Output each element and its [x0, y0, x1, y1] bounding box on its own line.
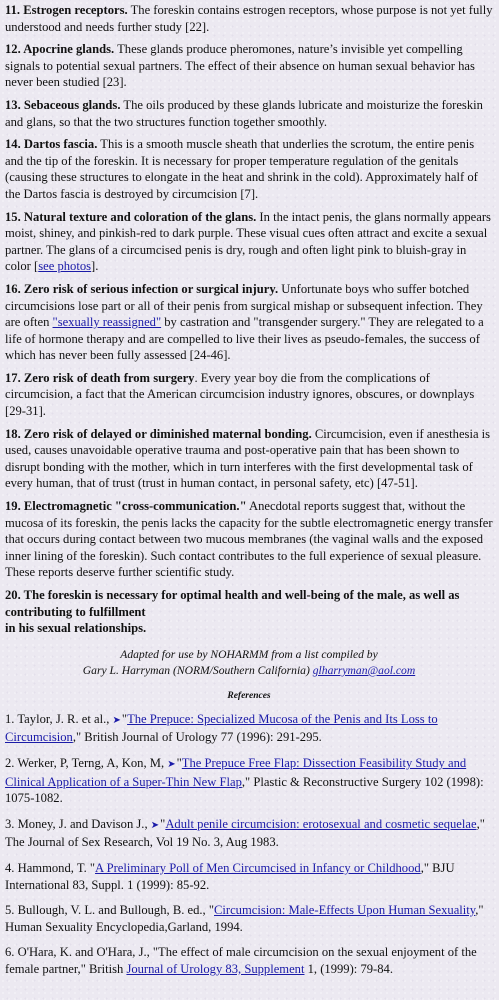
reference-text: 1. Taylor, J. R. et al., [5, 711, 113, 726]
reference-text: ," British Journal of Urology 77 (1996): 291-295. [72, 730, 322, 745]
reference-text: 4. Hammond, T. [5, 860, 90, 875]
reference-link[interactable]: Circumcision: Male-Effects Upon Human Sexuality [214, 903, 476, 918]
item-body: This is a smooth muscle sheath that underlies the scrotum, the entire penis and the tip of the foreskin. It is necessary for proper temperature regulation of the genitals (causing these structures to elongate in the heat and shrink in the cold). Approximately half of the Dartos fascia is destroyed by circumcision [7]. [5, 137, 478, 201]
sexually-reassigned-link[interactable]: "sexually reassigned" [52, 315, 162, 330]
credit-line [5, 663, 493, 679]
item-title: 12. Apocrine glands. [5, 42, 115, 57]
item-body: Anecdotal reports suggest that, without the mucosa of its foreskin, the penis lacks the capacity for the subtle electromagnetic energy transfer that occurs during contact between two mucous membranes (the vaginal walls and the exposed inner lining of the foreskin). Such contact contributes to the full experience of sexual pleasure. These reports deserve further scientific study. [5, 499, 493, 580]
item-body-end: ]. [91, 259, 99, 274]
closing-line: 20. The foreskin is necessary for optimal health and well-being of the male, as well as contributing to fulfillment [5, 588, 460, 619]
item-title: 13. Sebaceous glands. [5, 97, 121, 112]
item-title: 15. Natural texture and coloration of the glans. [5, 209, 257, 224]
reference-item [5, 755, 493, 807]
reference-text: 6. O'Hara, K. and O'Hara, J., "The effect of male circumcision on the sexual enjoyment of the female partner," British [5, 945, 477, 976]
see-photos-link[interactable]: see photos [38, 259, 92, 274]
list-item [5, 209, 493, 275]
quote-mark: " [208, 903, 214, 918]
reference-text: ," Human Sexuality Encyclopedia,Garland, 1994. [5, 903, 484, 934]
item-title: 18. Zero risk of delayed or diminished maternal bonding. [5, 426, 312, 441]
item-body: The foreskin contains estrogen receptors, whose purpose is not yet fully understood and needs further study [22]. [5, 3, 493, 34]
quote-mark: " [121, 711, 128, 726]
references-heading: References [227, 690, 271, 701]
list-item [5, 498, 493, 581]
list-item [5, 97, 493, 130]
list-item [5, 136, 493, 202]
reference-text: 3. Money, J. and Davison J., [5, 816, 151, 831]
list-item [5, 370, 493, 420]
item-title: 11. Estrogen receptors. [5, 3, 128, 17]
closing-line: in his sexual relationships. [5, 621, 147, 636]
arrow-icon: ➤ [167, 758, 176, 770]
credit-author: Gary L. Harryman (NORM/Southern California) [82, 663, 313, 677]
quote-mark: " [176, 755, 182, 770]
item-title: 19. Electromagnetic "cross-communication." [5, 499, 247, 514]
item-body: In the intact penis, the glans normally appears moist, shiney, and pinkish-red to dark purple. These visual cues often attract and excite a sexual partner. The glans of a circumcised penis is dry, rough and often light pink to bluish-gray in color [ [5, 209, 491, 274]
item-body: Circumcision, even if anesthesia is used, causes unavoidable operative trauma and post-operative pain that has been shown to disrupt bonding with the mother, which in turn interferes with the first developmental task of every human, that of trust (trust in human contact, in personal safety, etc) [47-51]. [5, 426, 491, 491]
references-list [5, 711, 493, 978]
credit-line: Adapted for use by NOHARMM from a list compiled by [120, 647, 378, 661]
reference-item [5, 902, 493, 935]
list-item [5, 41, 493, 91]
item-body: These glands produce pheromones, nature’s invisible yet compelling signals to potential sexual partners. The effect of their absence on human sexual behavior has never been studied [23]. [5, 42, 475, 90]
credit-block [5, 647, 493, 679]
reference-text: 2. Werker, P, Terng, A, Kon, M, [5, 755, 168, 770]
arrow-icon: ➤ [150, 819, 160, 831]
item-title: 14. Dartos fascia. [5, 137, 98, 152]
item-title: 16. Zero risk of serious infection or surgical injury. [5, 281, 279, 296]
arrow-icon: ➤ [112, 714, 121, 726]
list-item [5, 2, 493, 35]
list-item [5, 281, 493, 364]
reference-text: 1, (1999): 79-84. [304, 961, 393, 976]
reference-text: ," The Journal of Sex Research, Vol 19 No. 3, Aug 1983. [5, 816, 485, 850]
list-item [5, 426, 493, 492]
email-link[interactable]: glharryman@aol.com [312, 663, 416, 677]
reference-text: 5. Bullough, V. L. and Bullough, B. ed., [5, 903, 209, 918]
reference-item [5, 944, 493, 977]
reference-text: ," BJU International 83, Suppl. 1 (1999): 85-92. [5, 860, 455, 892]
reference-link[interactable]: A Preliminary Poll of Men Circumcised in Infancy or Childhood [95, 860, 421, 875]
reference-item [5, 816, 493, 851]
item-body: . Every year boy die from the complications of circumcision, a fact that the American circumcision industry ignores, obscures, or downplays [29-31]. [5, 370, 475, 419]
reference-link[interactable]: Journal of Urology 83, Supplement [126, 961, 305, 976]
item-body: The oils produced by these glands lubricate and moisturize the foreskin and glans, so that the two structures function together smoothly. [5, 97, 483, 129]
reference-link[interactable]: The Prepuce Free Flap: Dissection Feasibility Study and Clinical Application of a Super-Thin New Flap [5, 755, 467, 789]
closing-statement [5, 587, 493, 637]
quote-mark: " [160, 816, 166, 831]
reference-item [5, 860, 493, 893]
reference-item [5, 711, 493, 746]
reference-text: ," Plastic & Reconstructive Surgery 102 (1998): 1075-1082. [5, 774, 484, 806]
quote-mark: " [89, 860, 96, 875]
item-body: Unfortunate boys who suffer botched circumcisions lose part or all of their penis from surgical mishap or subsequent infection. They are often [5, 281, 483, 330]
item-title: 17. Zero risk of death from surgery [5, 370, 195, 385]
reference-link[interactable]: The Prepuce: Specialized Mucosa of the Penis and Its Loss to Circumcision [5, 711, 438, 745]
reference-link[interactable]: Adult penile circumcision: erotosexual and cosmetic sequelae [165, 816, 477, 831]
item-body-cont: by castration and "transgender surgery." They are relegated to a life of hormone therapy and are compelled to live their lives as pseudo-females, the success of which has never been fully assessed [24-46]. [5, 315, 484, 363]
